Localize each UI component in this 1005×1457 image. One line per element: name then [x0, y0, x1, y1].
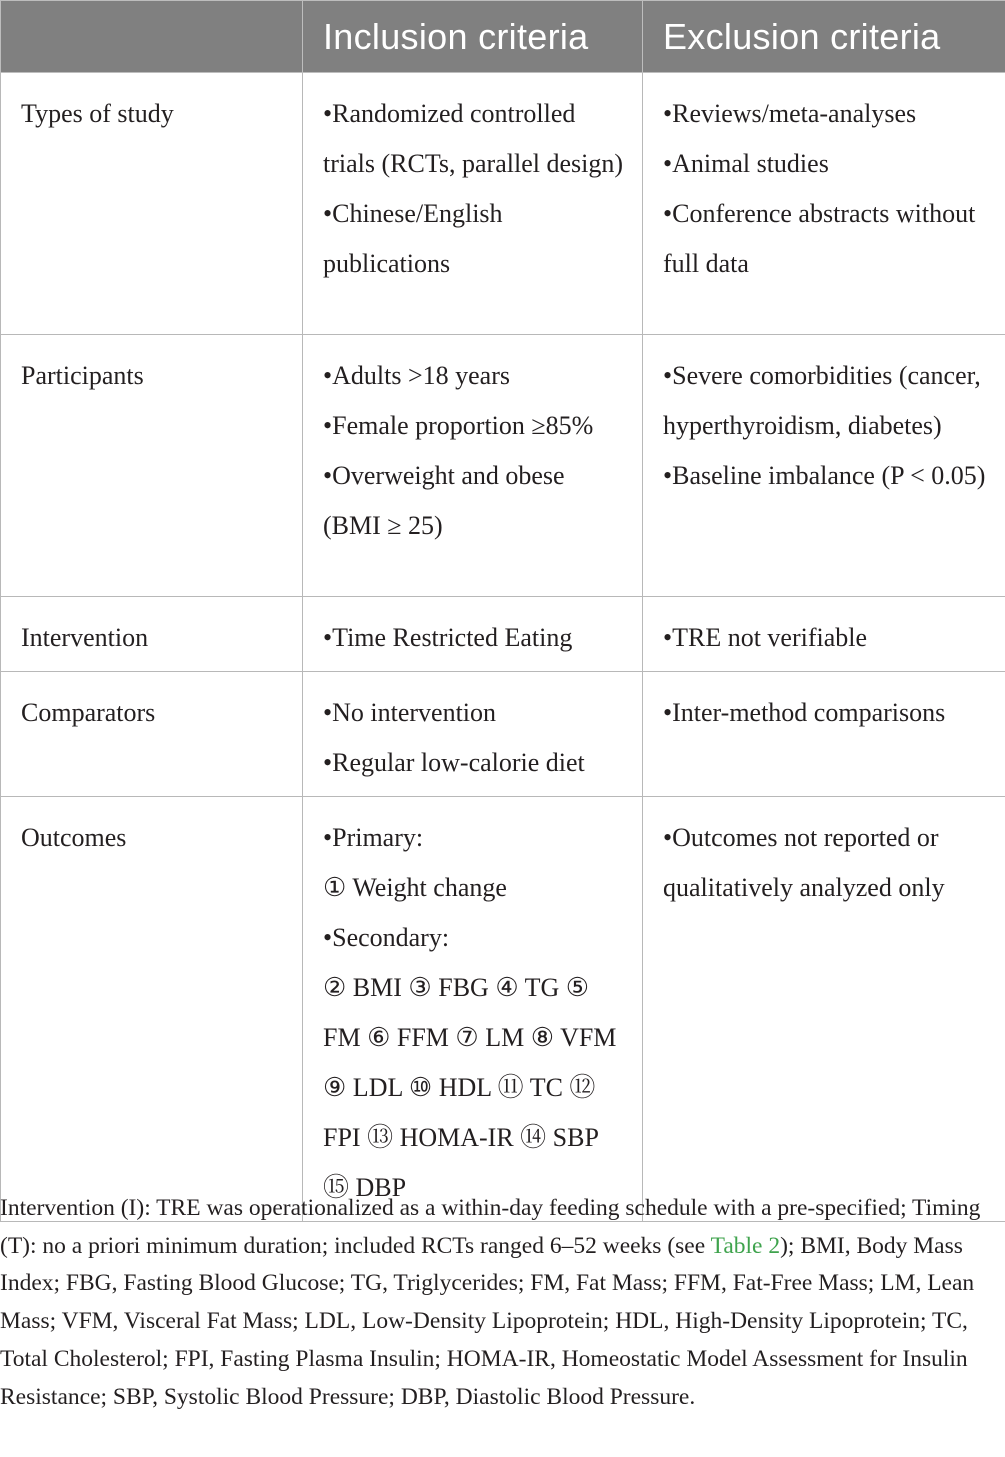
inclusion-item: •Randomized controlled trials (RCTs, parallel design) — [323, 99, 624, 178]
exclusion-item: •Severe comorbidities (cancer, hyperthyroidism, diabetes) — [663, 361, 981, 440]
exclusion-item: •Outcomes not reported or qualitatively analyzed only — [663, 823, 945, 902]
inclusion-item: •Chinese/English publications — [323, 199, 503, 278]
inclusion-item: ① Weight change — [323, 873, 507, 902]
header-empty-cell — [1, 1, 303, 73]
inclusion-item: •Time Restricted Eating — [323, 623, 573, 652]
inclusion-item: •Primary: — [323, 823, 424, 852]
table-row — [1, 672, 1005, 797]
exclusion-item: •Animal studies — [663, 149, 829, 178]
inclusion-item: •Secondary: — [323, 923, 450, 952]
row-label: Intervention — [1, 597, 303, 672]
table-row — [1, 335, 1005, 597]
table-2-link[interactable]: Table 2 — [710, 1232, 781, 1259]
table-row — [1, 797, 1005, 1222]
footnote-text-end: ); BMI, Body Mass Index; FBG, Fasting Blood Glucose; TG, Triglycerides; FM, Fat Mass; FFM, Fat-Free Mass; LM, Lean Mass; VFM, Visceral Fat Mass; LDL, Low-Density Lipoprotein; HDL, High-Density Lipoprotein; TC, Total Cholesterol; FPI, Fasting Plasma Insulin; HOMA-IR, Homeostatic Model Assessment for Insulin Resistance; SBP, Systolic Blood Pressure; DBP, Diastolic Blood Pressure. — [0, 1232, 975, 1410]
table-footnote — [0, 1190, 1000, 1416]
exclusion-item: •Baseline imbalance (P < 0.05) — [663, 461, 986, 490]
exclusion-cell — [643, 73, 1005, 335]
exclusion-cell — [643, 797, 1005, 1222]
footnote-text-start: Intervention (I): TRE was operationalized as a within-day feeding schedule with a pre-specified; Timing (T): no a priori minimum duration; included RCTs ranged 6–52 weeks (see — [0, 1195, 981, 1259]
header-row — [1, 1, 1005, 73]
inclusion-item: ② BMI ③ FBG ④ TG ⑤ FM ⑥ FFM ⑦ LM ⑧ VFM ⑨ LDL ⑩ HDL ⑪ TC ⑫ FPI ⑬ HOMA-IR ⑭ SBP ⑮ DBP — [323, 973, 617, 1202]
table-row — [1, 597, 1005, 672]
inclusion-cell — [303, 597, 643, 672]
exclusion-item: •TRE not verifiable — [663, 623, 868, 652]
inclusion-cell — [303, 672, 643, 797]
inclusion-cell — [303, 73, 643, 335]
table-row — [1, 73, 1005, 335]
header-inclusion: Inclusion criteria — [303, 1, 643, 73]
exclusion-cell — [643, 597, 1005, 672]
row-label: Types of study — [1, 73, 303, 335]
inclusion-item: •Overweight and obese (BMI ≥ 25) — [323, 461, 565, 540]
exclusion-item: •Reviews/meta-analyses — [663, 99, 917, 128]
inclusion-cell — [303, 335, 643, 597]
exclusion-item: •Conference abstracts without full data — [663, 199, 976, 278]
exclusion-item: •Inter-method comparisons — [663, 698, 946, 727]
inclusion-item: •Regular low-calorie diet — [323, 748, 585, 777]
inclusion-item: •Adults >18 years — [323, 361, 510, 390]
inclusion-cell — [303, 797, 643, 1222]
header-exclusion: Exclusion criteria — [643, 1, 1005, 73]
inclusion-item: •Female proportion ≥85% — [323, 411, 594, 440]
exclusion-cell — [643, 672, 1005, 797]
row-label: Participants — [1, 335, 303, 597]
row-label: Comparators — [1, 672, 303, 797]
table-body — [1, 73, 1005, 1222]
inclusion-item: •No intervention — [323, 698, 497, 727]
row-label: Outcomes — [1, 797, 303, 1222]
exclusion-cell — [643, 335, 1005, 597]
table-header — [1, 1, 1005, 73]
